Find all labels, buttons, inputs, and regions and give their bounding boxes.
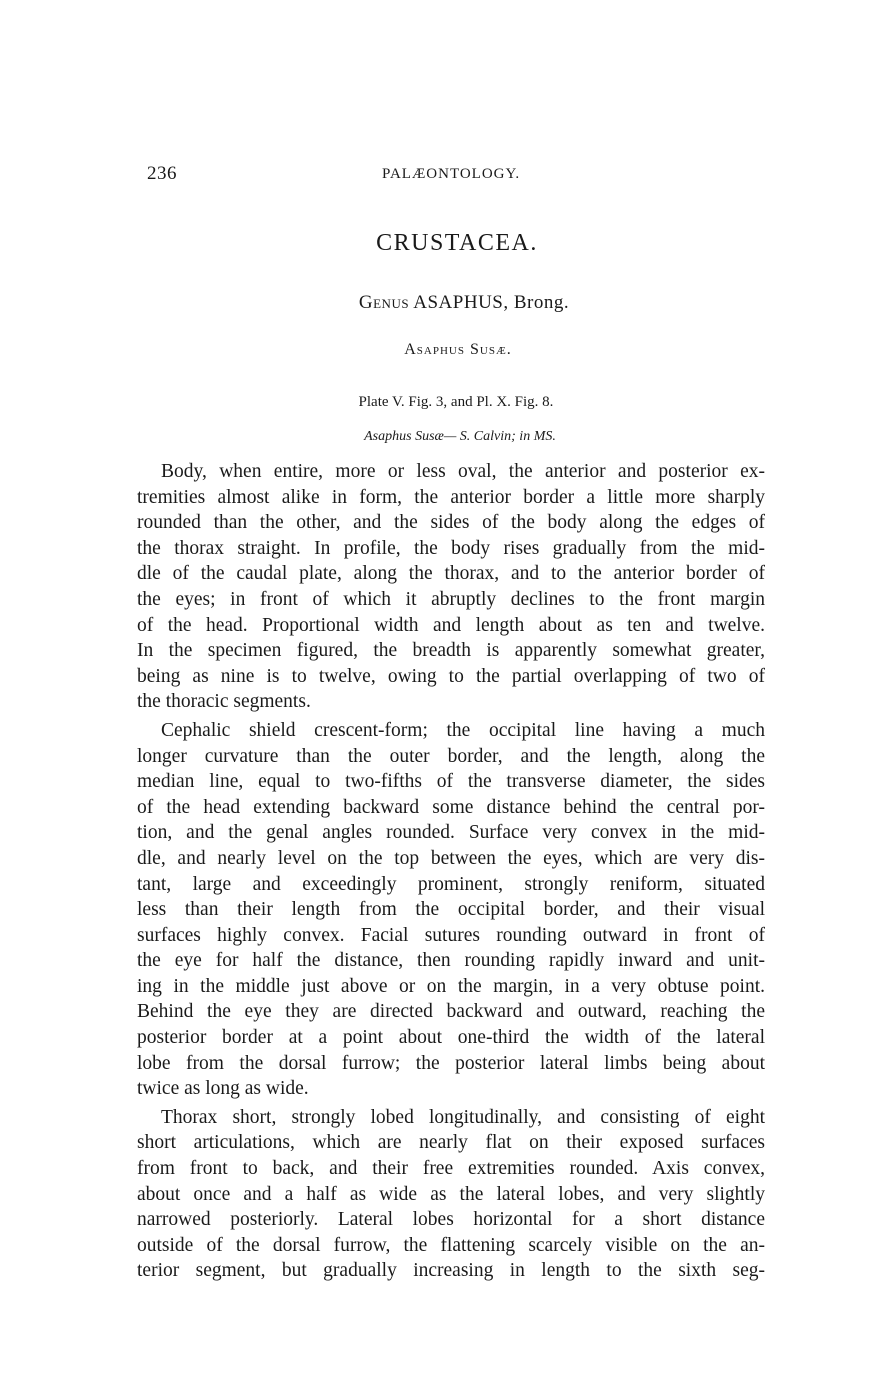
text-line: surfaces highly convex. Facial sutures rounding outward in front of [137, 924, 765, 946]
text-line: tremities almost alike in form, the anterior border a little more sharply [137, 486, 765, 508]
text-line: the eye for half the distance, then rounding rapidly inward and unit- [137, 950, 765, 972]
text-line: the eyes; in front of which it abruptly declines to the front margin [137, 588, 765, 610]
text-line: less than their length from the occipital border, and their visual [137, 899, 765, 921]
text-line: being as nine is to twelve, owing to the partial overlapping of two of [137, 665, 765, 687]
genus-name: ASAPHUS, Brong. [413, 292, 570, 313]
section-title: CRUSTACEA. [376, 230, 538, 256]
genus-prefix: Genus [358, 292, 410, 313]
page-number: 236 [147, 163, 177, 184]
text-line: In the specimen figured, the breadth is apparently somewhat greater, [137, 640, 765, 662]
text-line: about once and a half as wide as the lateral lobes, and very slightly [137, 1183, 765, 1205]
text-line: outside of the dorsal furrow, the flattening scarcely visible on the an- [137, 1234, 765, 1256]
text-line: lobe from the dorsal furrow; the posterior lateral limbs being about [137, 1052, 765, 1074]
running-title: PALÆONTOLOGY. [382, 166, 521, 182]
genus-heading [0, 292, 872, 314]
text-line: median line, equal to two-fifths of the transverse diameter, the sides [137, 771, 765, 793]
text-line: of the head. Proportional width and length about as ten and twelve. [137, 614, 765, 636]
text-line: ing in the middle just above or on the margin, in a very obtuse point. [137, 975, 765, 997]
text-line: rounded than the other, and the sides of the body along the edges of [137, 512, 765, 534]
text-line: Thorax short, strongly lobed longitudinally, and consisting of eight [161, 1106, 765, 1128]
paragraph [137, 718, 765, 1102]
paragraph [137, 459, 765, 715]
text-line: narrowed posteriorly. Lateral lobes horizontal for a short distance [137, 1209, 765, 1231]
plate-reference: Plate V. Fig. 3, and Pl. X. Fig. 8. [358, 394, 554, 410]
text-line: from front to back, and their free extremities rounded. Axis convex, [137, 1158, 765, 1180]
text-line: tion, and the genal angles rounded. Surface very convex in the mid- [137, 822, 765, 844]
text-line: tant, large and exceedingly prominent, strongly reniform, situated [137, 873, 765, 895]
text-line: terior segment, but gradually increasing in length to the sixth seg- [137, 1260, 765, 1282]
text-line: Body, when entire, more or less oval, the anterior and posterior ex- [161, 461, 765, 482]
text-line: posterior border at a point about one-third the width of the lateral [137, 1027, 765, 1049]
body-text [137, 459, 765, 1287]
text-line: dle of the caudal plate, along the thorax, and to the anterior border of [137, 563, 765, 585]
species-heading: Asaphus Susæ. [404, 341, 512, 358]
synonymy-line: Asaphus Susæ— S. Calvin; in MS. [364, 429, 556, 444]
text-line: dle, and nearly level on the top between the eyes, which are very dis- [137, 847, 765, 869]
text-line: the thorax straight. In profile, the body rises gradually from the mid- [137, 537, 765, 559]
text-line: short articulations, which are nearly flat on their exposed surfaces [137, 1132, 765, 1154]
text-line: longer curvature than the outer border, and the length, along the [137, 745, 765, 767]
text-line: of the head extending backward some distance behind the central por- [137, 796, 765, 818]
text-line: twice as long as wide. [137, 1078, 309, 1100]
text-line: Cephalic shield crescent-form; the occipital line having a much [161, 719, 765, 741]
text-line: Behind the eye they are directed backward and outward, reaching the [137, 1001, 765, 1023]
text-line: the thoracic segments. [137, 691, 311, 713]
paragraph [137, 1105, 765, 1284]
